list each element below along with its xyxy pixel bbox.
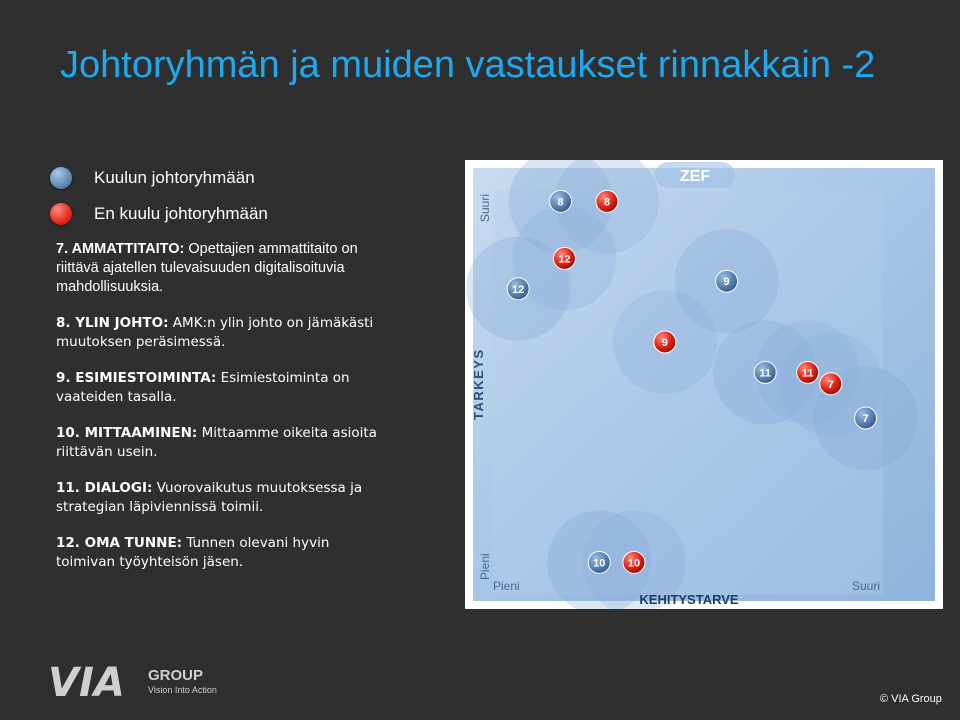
x-high-label: Suuri — [852, 579, 881, 593]
data-point — [588, 551, 610, 573]
statement-item: 7. AMMATTITAITO: Opettajien ammattitaito on riittävä ajatellen tulevaisuuden digitalisoituvia mahdollisuuksia. — [56, 241, 358, 295]
y-low-label: Pieni — [478, 553, 492, 580]
point-label: 8 — [557, 196, 564, 209]
data-point — [507, 278, 529, 300]
y-high-label: Suuri — [478, 193, 492, 222]
point-label: 11 — [759, 367, 772, 380]
point-label: 8 — [603, 196, 611, 209]
point-label: 12 — [512, 283, 525, 296]
point-label: 9 — [723, 276, 730, 289]
y-axis-title: TARKEYS — [471, 348, 486, 420]
legend — [50, 160, 268, 232]
x-axis-title: KEHITYSTARVE — [639, 592, 739, 607]
legend-label: En kuulu johtoryhmään — [94, 204, 268, 223]
via-logo-icon — [48, 660, 248, 702]
data-point — [550, 190, 572, 212]
zef-logo-text: ZEF — [679, 168, 711, 185]
data-point — [855, 407, 877, 429]
data-point — [797, 361, 819, 383]
slide-title: Johtoryhmän ja muiden vastaukset rinnakkain -2 — [60, 44, 876, 86]
point-label: 11 — [801, 367, 814, 380]
point-label: 10 — [593, 557, 606, 570]
statement-item: 12. OMA TUNNE: Tunnen olevani hyvin toimivan työyhteisön jäsen. — [56, 535, 330, 570]
data-point — [623, 551, 645, 573]
logo-group: GROUP — [148, 667, 204, 684]
via-group-logo — [48, 660, 248, 707]
data-point — [820, 373, 842, 395]
data-point — [596, 190, 618, 212]
statement-item: 10. MITTAAMINEN: Mittaamme oikeita asioita riittävän usein. — [56, 425, 377, 460]
point-label: 12 — [558, 253, 571, 266]
point-label: 7 — [827, 378, 834, 391]
data-point — [754, 361, 776, 383]
data-point — [654, 331, 676, 353]
legend-item-others — [50, 196, 268, 232]
data-point — [553, 247, 575, 269]
legend-label: Kuulun johtoryhmään — [94, 168, 255, 187]
statement-item: 11. DIALOGI: Vuorovaikutus muutoksessa ja strategian läpiviennissä toimii. — [56, 480, 363, 515]
chart-canvas — [465, 160, 943, 609]
legend-item-leadership — [50, 160, 268, 196]
point-label: 9 — [661, 337, 668, 349]
zef-chart — [465, 160, 943, 609]
logo-mark: VIA — [48, 660, 125, 702]
statement-list — [56, 240, 386, 589]
point-label: 7 — [862, 413, 869, 425]
copyright: © VIA Group — [880, 693, 942, 705]
logo-tagline: Vision Into Action — [148, 685, 217, 695]
blue-circle-icon — [50, 167, 72, 189]
statement-item: 9. ESIMIESTOIMINTA: Esimiestoiminta on vaateiden tasalla. — [56, 370, 350, 405]
statement-item: 8. YLIN JOHTO: AMK:n ylin johto on jämäkästi muutoksen peräsimessä. — [56, 315, 374, 350]
point-label: 10 — [627, 557, 641, 570]
red-circle-icon — [50, 203, 72, 225]
zef-logo — [655, 162, 735, 188]
data-point — [716, 270, 738, 292]
x-low-label: Pieni — [493, 579, 520, 593]
